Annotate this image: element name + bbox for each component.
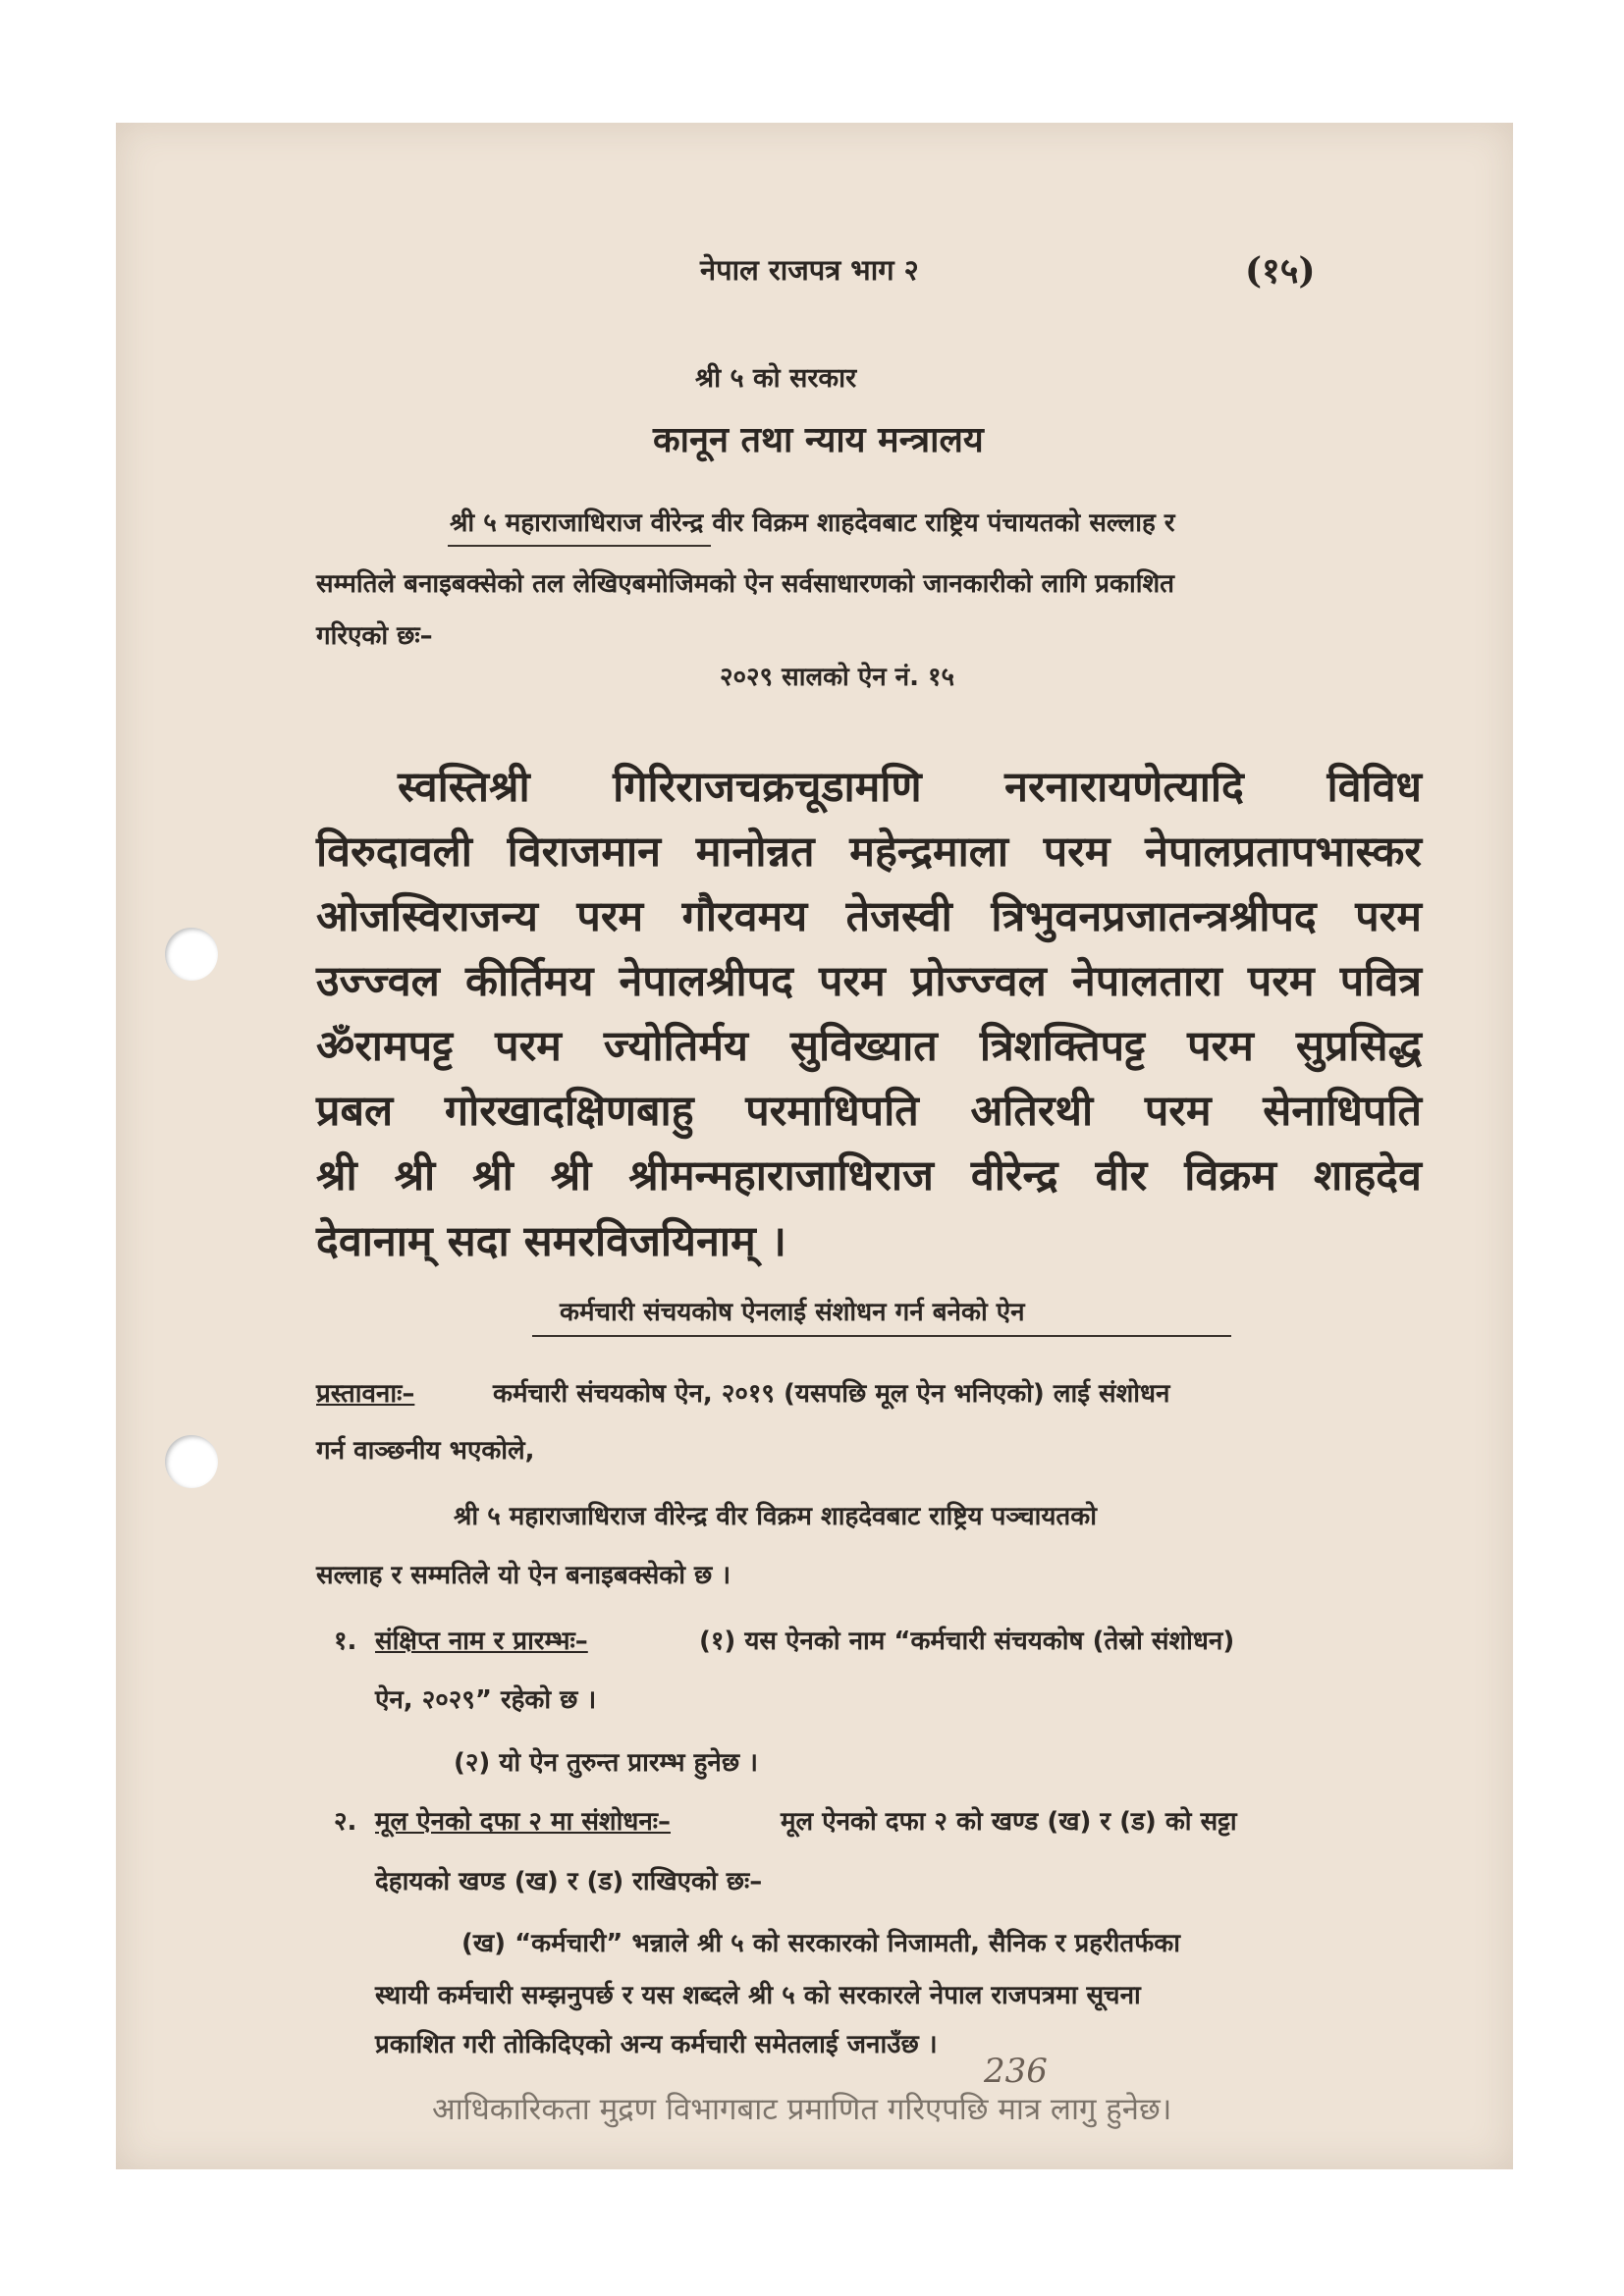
section-2-heading: मूल ऐनको दफा २ मा संशोधनः– [375, 1807, 671, 1837]
royal-title-last-line: देवानाम् सदा समरविजयिनाम् । [316, 1217, 786, 1266]
royal-title-word: विराजमान [507, 828, 662, 877]
royal-title-word: प्रोज्ज्वल [910, 957, 1047, 1006]
royal-title-word: शाहदेव [1313, 1151, 1422, 1201]
royal-title-word: परम [576, 892, 644, 941]
royal-title-word: त्रिभुवनप्रजातन्त्रश्रीपद [991, 892, 1317, 941]
royal-title-word: परम [1247, 957, 1315, 1006]
royal-title-word: विरुदावली [316, 828, 472, 877]
enactment-line-1: श्री ५ महाराजाधिराज वीरेन्द्र वीर विक्रम शाहदेवबाट राष्ट्रिय पञ्चायतको [454, 1502, 1097, 1531]
act-title: कर्मचारी संचयकोष ऐनलाई संशोधन गर्न बनेको ऐन [560, 1298, 1025, 1327]
royal-title-word: श्री [316, 1151, 357, 1201]
royal-title-word: महेन्द्रमाला [849, 828, 1009, 877]
gazette-header: नेपाल राजपत्र भाग २ [700, 253, 919, 287]
royal-title-word: परम [1187, 1022, 1254, 1071]
royal-title-word: सेनाधिपति [1263, 1087, 1422, 1136]
royal-title-word: तेजस्वी [845, 892, 952, 941]
royal-title-word: श्री [472, 1151, 514, 1201]
ministry-heading: कानून तथा न्याय मन्त्रालय [653, 419, 984, 460]
page-number: (१५) [1245, 250, 1316, 292]
royal-title-line [316, 1145, 1422, 1202]
act-title-underline [532, 1335, 1231, 1337]
section-1-text-1: (१) यस ऐनको नाम “कर्मचारी संचयकोष (तेस्रो संशोधन) [699, 1627, 1235, 1656]
intro-line-3: गरिएको छः– [316, 621, 433, 651]
royal-title-line [316, 821, 1422, 879]
royal-title-word: विक्रम [1184, 1151, 1276, 1201]
royal-title-word: नेपालतारा [1071, 957, 1222, 1006]
royal-title-word: गिरिराजचक्रचूडामणि [613, 763, 922, 812]
handwritten-page-number: 236 [984, 2052, 1048, 2091]
government-heading: श्री ५ को सरकार [695, 363, 857, 394]
section-1-sub-2: (२) यो ऐन तुरुन्त प्रारम्भ हुनेछ । [454, 1748, 758, 1778]
section-2-text-2: देहायको खण्ड (ख) र (ड) राखिएको छः– [375, 1867, 763, 1896]
royal-title-word: नेपालश्रीपद [619, 957, 793, 1006]
royal-title-word: गौरवमय [681, 892, 808, 941]
royal-title-word: प्रबल [316, 1087, 394, 1136]
underline [448, 545, 711, 547]
royal-title-word: ओजस्विराजन्य [316, 892, 538, 941]
royal-title-word: परम [1144, 1087, 1212, 1136]
royal-title-word: विविध [1326, 763, 1422, 812]
royal-title-word: परमाधिपति [745, 1087, 919, 1136]
royal-title-word: त्रिशक्तिपट्ट [979, 1022, 1146, 1071]
intro-line-1: श्री ५ महाराजाधिराज वीरेन्द्र वीर विक्रम शाहदेवबाट राष्ट्रिय पंचायतको सल्लाह र [450, 508, 1175, 538]
clause-kha-line-3: प्रकाशित गरी तोकिदिएको अन्य कर्मचारी समेतलाई जनाउँछ । [375, 2030, 938, 2059]
royal-title-word: वीरेन्द्र [970, 1151, 1058, 1201]
royal-title-word: श्री [550, 1151, 592, 1201]
section-2-text-1: मूल ऐनको दफा २ को खण्ड (ख) र (ड) को सट्टा [781, 1807, 1237, 1837]
royal-title-word: गोरखादक्षिणबाहु [444, 1087, 694, 1136]
royal-title-line [316, 885, 1422, 943]
royal-title-word: अतिरथी [970, 1087, 1094, 1136]
punch-hole [165, 928, 218, 981]
royal-title-word: परम [1355, 892, 1422, 941]
royal-title-word: परम [819, 957, 886, 1006]
royal-title-word: उज्ज्वल [316, 957, 440, 1006]
royal-title-word: श्री [394, 1151, 436, 1201]
authenticity-footer: आधिकारिकता मुद्रण विभागबाट प्रमाणित गरिएपछि मात्र लागु हुनेछ। [432, 2092, 1172, 2127]
clause-kha-line-1: (ख) “कर्मचारी” भन्नाले श्री ५ को सरकारको निजामती, सैनिक र प्रहरीतर्फका [461, 1929, 1180, 1958]
punch-hole [165, 1435, 218, 1488]
royal-title-line [398, 756, 1422, 814]
section-1-number: १. [334, 1627, 357, 1656]
royal-title-word: स्वस्तिश्री [398, 763, 530, 812]
royal-title-word: सुप्रसिद्ध [1295, 1022, 1422, 1071]
preamble-label: प्रस्तावनाः– [316, 1379, 415, 1409]
section-1-heading: संक्षिप्त नाम र प्रारम्भः– [375, 1627, 588, 1656]
royal-title-word: परम [1043, 828, 1110, 877]
section-1-text-2: ऐन, २०२९” रहेको छ । [375, 1685, 597, 1715]
intro-line-2: सम्मतिले बनाइबक्सेको तल लेखिएबमोजिमको ऐन सर्वसाधारणको जानकारीको लागि प्रकाशित [316, 569, 1174, 599]
royal-title-word: नरनारायणेत्यादि [1004, 763, 1244, 812]
royal-title-word: श्रीमन्महाराजाधिराज [628, 1151, 934, 1201]
royal-title-word: वीर [1095, 1151, 1148, 1201]
royal-title-word: ज्योतिर्मय [603, 1022, 748, 1071]
section-2-number: २. [334, 1807, 357, 1837]
royal-title-word: सुविख्यात [789, 1022, 938, 1071]
royal-title-line [316, 950, 1422, 1008]
clause-kha-line-2: स्थायी कर्मचारी सम्झनुपर्छ र यस शब्दले श्री ५ को सरकारले नेपाल राजपत्रमा सूचना [375, 1981, 1141, 2010]
enactment-line-2: सल्लाह र सम्मतिले यो ऐन बनाइबक्सेको छ । [316, 1561, 731, 1590]
royal-title-word: परम [495, 1022, 562, 1071]
act-number: २०२९ सालको ऐन नं. १५ [720, 663, 955, 692]
royal-title-word: कीर्तिमय [464, 957, 594, 1006]
preamble-line-2: गर्न वाञ्छनीय भएकोले, [316, 1436, 535, 1466]
royal-title-word: नेपालप्रतापभास्कर [1145, 828, 1422, 877]
royal-title-word: पवित्र [1339, 957, 1422, 1006]
royal-title-word: मानोन्नत [695, 828, 815, 877]
royal-title-line [316, 1015, 1422, 1073]
royal-title-word: ॐरामपट्ट [316, 1022, 454, 1071]
preamble-line-1: कर्मचारी संचयकोष ऐन, २०१९ (यसपछि मूल ऐन भनिएको) लाई संशोधन [493, 1379, 1170, 1409]
royal-title-line [316, 1080, 1422, 1138]
